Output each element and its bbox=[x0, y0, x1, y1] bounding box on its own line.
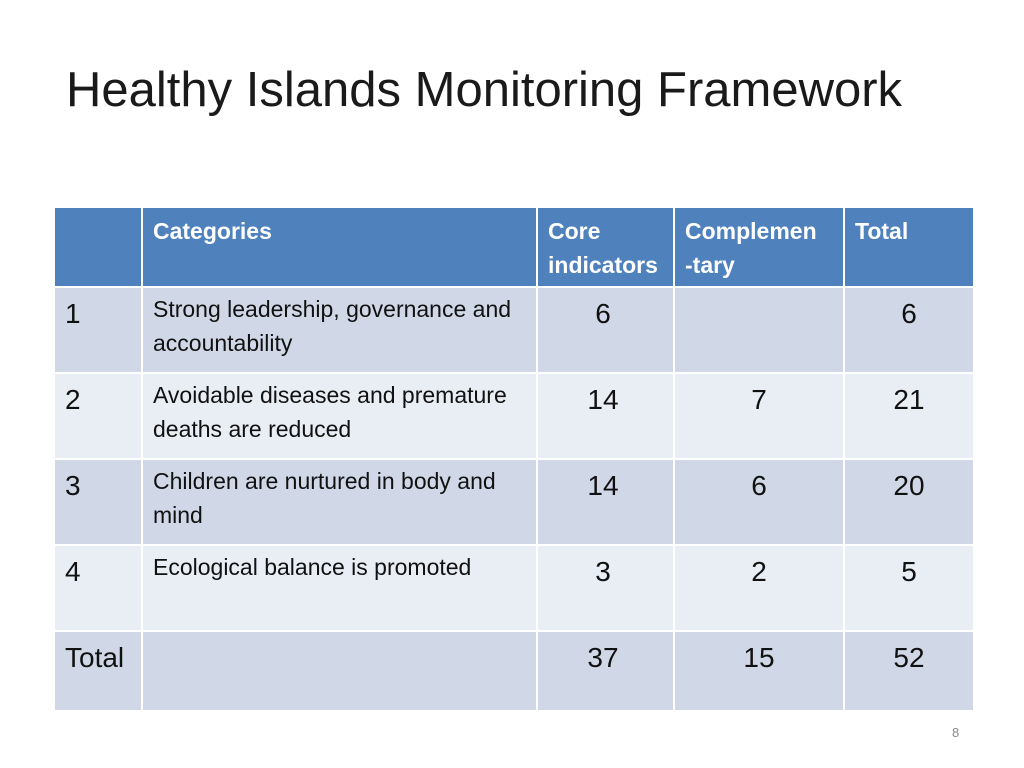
row-core-value: 3 bbox=[537, 545, 674, 631]
total-total-value: 52 bbox=[844, 631, 974, 711]
row-core-value: 6 bbox=[537, 287, 674, 373]
row-category: Children are nurtured in body and mind bbox=[142, 459, 537, 545]
header-complementary-line-2: -tary bbox=[685, 252, 735, 278]
row-category: Ecological balance is promoted bbox=[142, 545, 537, 631]
row-index: 1 bbox=[54, 287, 142, 373]
row-complementary-value: 6 bbox=[674, 459, 844, 545]
header-core-line-2: indicators bbox=[548, 252, 658, 278]
table-row bbox=[54, 459, 974, 545]
row-index: 4 bbox=[54, 545, 142, 631]
page-number: 8 bbox=[952, 725, 960, 740]
row-index: 3 bbox=[54, 459, 142, 545]
total-label: Total bbox=[54, 631, 142, 711]
header-complementary bbox=[674, 207, 844, 287]
slide-title: Healthy Islands Monitoring Framework bbox=[66, 63, 903, 117]
row-core-value: 14 bbox=[537, 459, 674, 545]
total-category bbox=[142, 631, 537, 711]
row-complementary-value bbox=[674, 287, 844, 373]
table-header-row bbox=[54, 207, 974, 287]
header-core-line-1: Core bbox=[548, 218, 601, 244]
row-total-value: 20 bbox=[844, 459, 974, 545]
monitoring-framework-table bbox=[53, 206, 975, 712]
table-row bbox=[54, 373, 974, 459]
row-total-value: 6 bbox=[844, 287, 974, 373]
header-core-indicators bbox=[537, 207, 674, 287]
row-core-value: 14 bbox=[537, 373, 674, 459]
table-row bbox=[54, 545, 974, 631]
header-index-cell bbox=[54, 207, 142, 287]
row-index: 2 bbox=[54, 373, 142, 459]
header-complementary-line-1: Complemen bbox=[685, 218, 817, 244]
header-total: Total bbox=[844, 207, 974, 287]
row-category: Strong leadership, governance and accountability bbox=[142, 287, 537, 373]
header-categories: Categories bbox=[142, 207, 537, 287]
total-core-value: 37 bbox=[537, 631, 674, 711]
table-total-row bbox=[54, 631, 974, 711]
table-row bbox=[54, 287, 974, 373]
row-complementary-value: 2 bbox=[674, 545, 844, 631]
row-category: Avoidable diseases and premature deaths are reduced bbox=[142, 373, 537, 459]
total-complementary-value: 15 bbox=[674, 631, 844, 711]
row-complementary-value: 7 bbox=[674, 373, 844, 459]
row-total-value: 21 bbox=[844, 373, 974, 459]
row-total-value: 5 bbox=[844, 545, 974, 631]
